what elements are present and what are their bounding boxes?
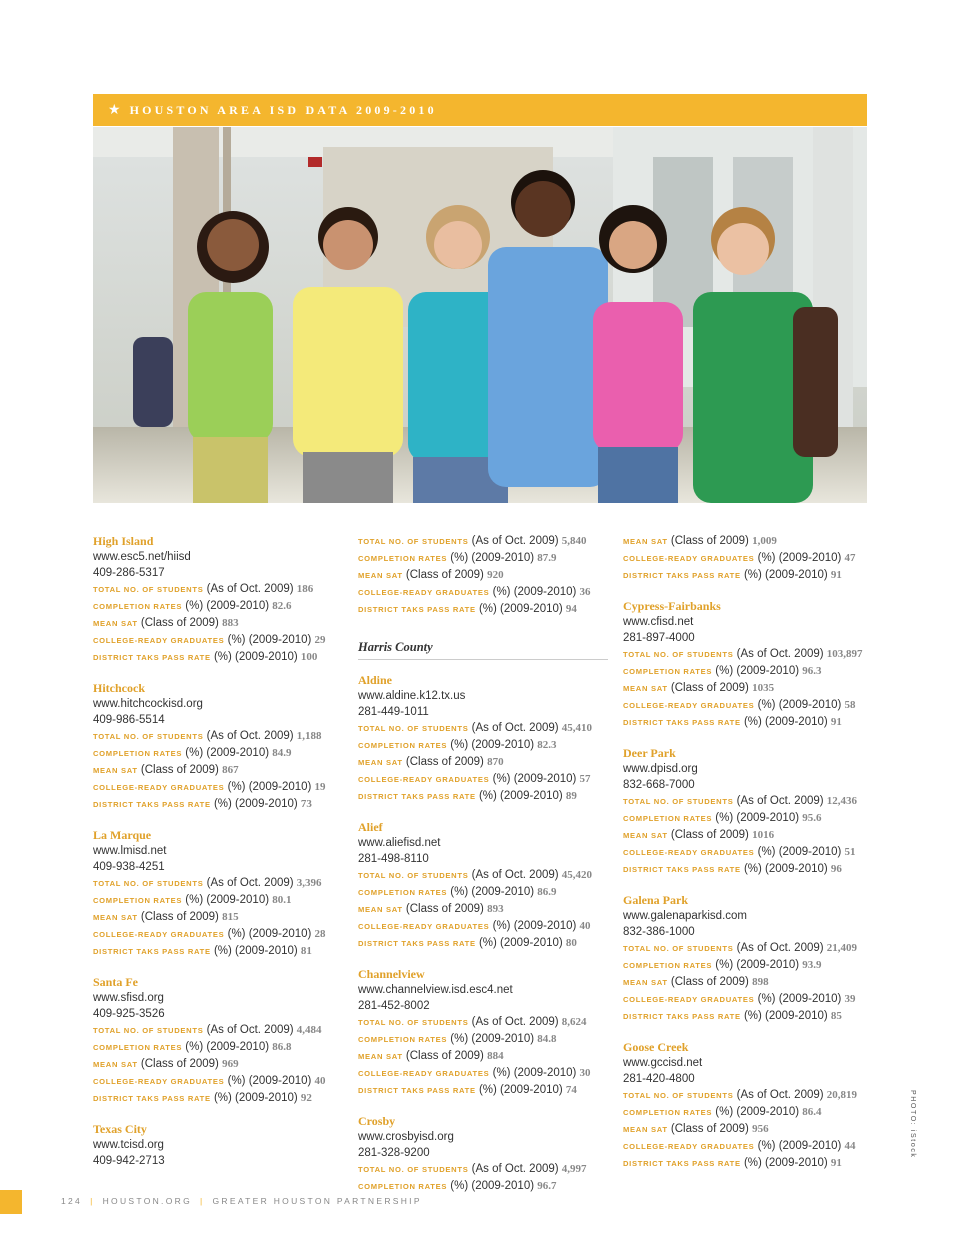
footer-site-link[interactable]: HOUSTON.ORG	[102, 1196, 192, 1206]
district-phone: 281-449-1011	[358, 706, 429, 718]
district-phone: 409-925-3526	[93, 1008, 165, 1020]
students-stat: TOTAL NO. OF STUDENTS (As of Oct. 2009) 103,897	[623, 648, 863, 660]
sat-stat: MEAN SAT (Class of 2009) 884	[358, 1050, 504, 1062]
students-stat: TOTAL NO. OF STUDENTS (As of Oct. 2009) 4,997	[358, 1163, 587, 1175]
stat-label: MEAN SAT	[93, 913, 138, 922]
stat-label: COMPLETION RATES	[358, 1035, 448, 1044]
stat-value: 85	[830, 1010, 842, 1022]
stat-label: COMPLETION RATES	[93, 896, 183, 905]
stat-value: 920	[487, 569, 504, 581]
college-stat: COLLEGE-READY GRADUATES (%) (2009-2010) 28	[93, 928, 326, 940]
stat-value: 89	[565, 790, 577, 802]
stat-label: TOTAL NO. OF STUDENTS	[358, 1165, 469, 1174]
stat-label: DISTRICT TAKS PASS RATE	[93, 947, 211, 956]
district-url[interactable]: www.cfisd.net	[623, 616, 694, 628]
sat-stat: MEAN SAT (Class of 2009) 956	[623, 1123, 769, 1135]
college-stat: COLLEGE-READY GRADUATES (%) (2009-2010) 44	[623, 1140, 856, 1152]
section-banner	[93, 94, 867, 126]
students-stat: TOTAL NO. OF STUDENTS (As of Oct. 2009) 4,484	[93, 1024, 322, 1036]
stat-value: 20,819	[826, 1089, 858, 1101]
college-stat: COLLEGE-READY GRADUATES (%) (2009-2010) 29	[93, 634, 326, 646]
completion-stat: COMPLETION RATES (%) (2009-2010) 84.8	[358, 1033, 557, 1045]
stat-label: COLLEGE-READY GRADUATES	[358, 775, 490, 784]
stat-value: 86.8	[272, 1041, 292, 1053]
stat-label: TOTAL NO. OF STUDENTS	[93, 879, 204, 888]
stat-label: DISTRICT TAKS PASS RATE	[358, 1086, 476, 1095]
sat-stat: MEAN SAT (Class of 2009) 898	[623, 976, 769, 988]
stat-label: TOTAL NO. OF STUDENTS	[93, 585, 204, 594]
stat-value: 86.9	[537, 886, 557, 898]
stat-label: DISTRICT TAKS PASS RATE	[623, 1012, 741, 1021]
stat-value: 74	[565, 1084, 577, 1096]
stat-label: DISTRICT TAKS PASS RATE	[93, 800, 211, 809]
district-url[interactable]: www.hitchcockisd.org	[93, 698, 203, 710]
stat-value: 40	[579, 920, 591, 932]
district-phone: 281-328-9200	[358, 1147, 430, 1159]
sat-stat: MEAN SAT (Class of 2009) 815	[93, 911, 239, 923]
stat-label: MEAN SAT	[358, 758, 403, 767]
district-phone: 409-938-4251	[93, 861, 165, 873]
stat-label: COMPLETION RATES	[358, 888, 448, 897]
taks-stat: DISTRICT TAKS PASS RATE (%) (2009-2010) 91	[623, 1157, 842, 1169]
college-stat: COLLEGE-READY GRADUATES (%) (2009-2010) 19	[93, 781, 326, 793]
district-name: Deer Park	[623, 746, 676, 760]
stat-label: TOTAL NO. OF STUDENTS	[623, 797, 734, 806]
district-url[interactable]: www.channelview.isd.esc4.net	[358, 984, 513, 996]
stat-label: COLLEGE-READY GRADUATES	[93, 930, 225, 939]
footer-org: GREATER HOUSTON PARTNERSHIP	[212, 1196, 422, 1206]
students-stat: TOTAL NO. OF STUDENTS (As of Oct. 2009) 12,436	[623, 795, 858, 807]
completion-stat: COMPLETION RATES (%) (2009-2010) 82.3	[358, 739, 557, 751]
college-stat: COLLEGE-READY GRADUATES (%) (2009-2010) 58	[623, 699, 856, 711]
district-url[interactable]: www.dpisd.org	[623, 763, 698, 775]
students-stat: TOTAL NO. OF STUDENTS (As of Oct. 2009) 20,819	[623, 1089, 858, 1101]
stat-label: COLLEGE-READY GRADUATES	[358, 588, 490, 597]
district-phone: 281-897-4000	[623, 632, 695, 644]
stat-label: TOTAL NO. OF STUDENTS	[358, 537, 469, 546]
stat-label: MEAN SAT	[623, 831, 668, 840]
stat-label: MEAN SAT	[623, 978, 668, 987]
stat-value: 86.4	[802, 1106, 822, 1118]
district-alief	[358, 819, 608, 952]
district-url[interactable]: www.galenaparkisd.com	[623, 910, 748, 922]
district-url[interactable]: www.tcisd.org	[93, 1139, 164, 1151]
students-stat: TOTAL NO. OF STUDENTS (As of Oct. 2009) 5,840	[358, 535, 587, 547]
district-goose-creek	[623, 1039, 873, 1172]
district-la-marque	[93, 827, 343, 960]
taks-stat: DISTRICT TAKS PASS RATE (%) (2009-2010) 91	[623, 716, 842, 728]
stat-value: 1,009	[752, 535, 777, 547]
stat-label: COLLEGE-READY GRADUATES	[358, 1069, 490, 1078]
stat-value: 39	[844, 993, 856, 1005]
column-3	[623, 533, 873, 1186]
stat-label: COMPLETION RATES	[623, 1108, 713, 1117]
stat-label: COLLEGE-READY GRADUATES	[623, 701, 755, 710]
stat-value: 45,420	[561, 869, 593, 881]
stat-label: MEAN SAT	[623, 537, 668, 546]
students-stat: TOTAL NO. OF STUDENTS (As of Oct. 2009) 21,409	[623, 942, 858, 954]
students-stat: TOTAL NO. OF STUDENTS (As of Oct. 2009) 186	[93, 583, 314, 595]
stat-value: 82.3	[537, 739, 557, 751]
stat-label: TOTAL NO. OF STUDENTS	[358, 724, 469, 733]
stat-label: MEAN SAT	[93, 1060, 138, 1069]
district-galena-park	[623, 892, 873, 1025]
district-name: Hitchcock	[93, 681, 145, 695]
stat-value: 898	[752, 976, 769, 988]
district-phone: 281-420-4800	[623, 1073, 695, 1085]
footer-separator: |	[199, 1196, 205, 1206]
stat-label: COMPLETION RATES	[358, 554, 448, 563]
stat-label: COMPLETION RATES	[93, 602, 183, 611]
district-name: Santa Fe	[93, 975, 138, 989]
district-texas-city	[93, 1121, 343, 1169]
completion-stat: COMPLETION RATES (%) (2009-2010) 82.6	[93, 600, 292, 612]
stat-label: COLLEGE-READY GRADUATES	[623, 995, 755, 1004]
stat-label: COLLEGE-READY GRADUATES	[623, 848, 755, 857]
stat-label: MEAN SAT	[93, 766, 138, 775]
stat-value: 28	[314, 928, 326, 940]
stat-value: 91	[830, 1157, 842, 1169]
star-icon: ★	[108, 102, 121, 118]
taks-stat: DISTRICT TAKS PASS RATE (%) (2009-2010) 91	[623, 569, 842, 581]
college-stat: COLLEGE-READY GRADUATES (%) (2009-2010) 47	[623, 552, 856, 564]
completion-stat: COMPLETION RATES (%) (2009-2010) 86.8	[93, 1041, 292, 1053]
district-name: La Marque	[93, 828, 152, 842]
district-crosby-continued	[623, 533, 873, 584]
stat-label: TOTAL NO. OF STUDENTS	[93, 732, 204, 741]
stat-label: DISTRICT TAKS PASS RATE	[93, 1094, 211, 1103]
district-phone: 281-452-8002	[358, 1000, 430, 1012]
taks-stat: DISTRICT TAKS PASS RATE (%) (2009-2010) 74	[358, 1084, 577, 1096]
district-phone: 832-386-1000	[623, 926, 695, 938]
stat-value: 80.1	[272, 894, 292, 906]
college-stat: COLLEGE-READY GRADUATES (%) (2009-2010) 57	[358, 773, 591, 785]
footer-separator: |	[90, 1196, 95, 1206]
stat-label: DISTRICT TAKS PASS RATE	[358, 605, 476, 614]
stat-value: 30	[579, 1067, 591, 1079]
stat-value: 12,436	[826, 795, 858, 807]
district-hitchcock	[93, 680, 343, 813]
stat-value: 36	[579, 586, 591, 598]
district-name: Channelview	[358, 967, 425, 981]
page-footer	[61, 1196, 422, 1206]
district-name: Goose Creek	[623, 1040, 689, 1054]
sat-stat: MEAN SAT (Class of 2009) 867	[93, 764, 239, 776]
stat-label: DISTRICT TAKS PASS RATE	[358, 792, 476, 801]
district-phone: 281-498-8110	[358, 853, 429, 865]
stat-value: 84.8	[537, 1033, 557, 1045]
district-name: Cypress-Fairbanks	[623, 599, 721, 613]
stat-value: 44	[844, 1140, 856, 1152]
stat-value: 29	[314, 634, 326, 646]
stat-value: 21,409	[826, 942, 858, 954]
stat-value: 47	[844, 552, 856, 564]
stat-label: DISTRICT TAKS PASS RATE	[623, 865, 741, 874]
stat-label: DISTRICT TAKS PASS RATE	[623, 718, 741, 727]
taks-stat: DISTRICT TAKS PASS RATE (%) (2009-2010) 92	[93, 1092, 312, 1104]
stat-value: 870	[487, 756, 504, 768]
district-url[interactable]: www.lmisd.net	[93, 845, 167, 857]
district-url[interactable]: www.gccisd.net	[623, 1057, 703, 1069]
district-name: Texas City	[93, 1122, 147, 1136]
stat-value: 815	[222, 911, 239, 923]
district-name: Crosby	[358, 1114, 396, 1128]
district-deer-park	[623, 745, 873, 878]
college-stat: COLLEGE-READY GRADUATES (%) (2009-2010) 40	[93, 1075, 326, 1087]
stat-label: MEAN SAT	[623, 1125, 668, 1134]
taks-stat: DISTRICT TAKS PASS RATE (%) (2009-2010) 73	[93, 798, 312, 810]
stat-label: COLLEGE-READY GRADUATES	[358, 922, 490, 931]
district-name: Alief	[358, 820, 383, 834]
stat-value: 51	[844, 846, 856, 858]
district-name: Galena Park	[623, 893, 688, 907]
stat-label: DISTRICT TAKS PASS RATE	[93, 653, 211, 662]
photo-credit: PHOTO: iStock	[909, 1090, 916, 1159]
district-aldine	[358, 672, 608, 805]
stat-value: 73	[300, 798, 312, 810]
stat-label: TOTAL NO. OF STUDENTS	[358, 1018, 469, 1027]
district-url[interactable]: www.aldine.k12.tx.us	[358, 690, 466, 702]
stat-value: 91	[830, 569, 842, 581]
students-photo	[93, 127, 867, 503]
stat-value: 96.3	[802, 665, 822, 677]
district-channelview	[358, 966, 608, 1099]
sat-stat: MEAN SAT (Class of 2009) 969	[93, 1058, 239, 1070]
stat-value: 81	[300, 945, 312, 957]
district-texas-city-continued	[358, 533, 608, 618]
stat-value: 84.9	[272, 747, 292, 759]
stat-value: 1016	[752, 829, 775, 841]
stat-label: DISTRICT TAKS PASS RATE	[358, 939, 476, 948]
stat-value: 5,840	[561, 535, 587, 547]
district-url[interactable]: www.sfisd.org	[93, 992, 164, 1004]
college-stat: COLLEGE-READY GRADUATES (%) (2009-2010) 30	[358, 1067, 591, 1079]
completion-stat: COMPLETION RATES (%) (2009-2010) 84.9	[93, 747, 292, 759]
district-phone: 409-986-5514	[93, 714, 165, 726]
sat-stat: MEAN SAT (Class of 2009) 883	[93, 617, 239, 629]
students-stat: TOTAL NO. OF STUDENTS (As of Oct. 2009) 45,420	[358, 869, 593, 881]
district-url[interactable]: www.crosbyisd.org	[358, 1131, 454, 1143]
stat-label: TOTAL NO. OF STUDENTS	[93, 1026, 204, 1035]
stat-label: COMPLETION RATES	[623, 814, 713, 823]
banner-title: HOUSTON AREA ISD DATA 2009-2010	[129, 102, 437, 117]
district-phone: 409-942-2713	[93, 1155, 165, 1167]
district-crosby	[358, 1113, 608, 1195]
stat-value: 57	[579, 773, 591, 785]
district-santa-fe	[93, 974, 343, 1107]
sat-stat: MEAN SAT (Class of 2009) 920	[358, 569, 504, 581]
stat-label: COMPLETION RATES	[93, 749, 183, 758]
completion-stat: COMPLETION RATES (%) (2009-2010) 95.6	[623, 812, 822, 824]
students-stat: TOTAL NO. OF STUDENTS (As of Oct. 2009) 8,624	[358, 1016, 587, 1028]
stat-value: 4,997	[561, 1163, 587, 1175]
stat-label: TOTAL NO. OF STUDENTS	[623, 944, 734, 953]
stat-value: 893	[487, 903, 504, 915]
stat-label: MEAN SAT	[93, 619, 138, 628]
college-stat: COLLEGE-READY GRADUATES (%) (2009-2010) 40	[358, 920, 591, 932]
district-cypress-fairbanks	[623, 598, 873, 731]
stat-value: 93.9	[802, 959, 822, 971]
stat-label: MEAN SAT	[623, 684, 668, 693]
completion-stat: COMPLETION RATES (%) (2009-2010) 96.7	[358, 1180, 557, 1192]
taks-stat: DISTRICT TAKS PASS RATE (%) (2009-2010) 85	[623, 1010, 842, 1022]
stat-label: MEAN SAT	[358, 1052, 403, 1061]
completion-stat: COMPLETION RATES (%) (2009-2010) 80.1	[93, 894, 292, 906]
taks-stat: DISTRICT TAKS PASS RATE (%) (2009-2010) 94	[358, 603, 577, 615]
stat-label: COMPLETION RATES	[358, 1182, 448, 1191]
stat-label: COLLEGE-READY GRADUATES	[93, 1077, 225, 1086]
stat-value: 40	[314, 1075, 326, 1087]
stat-value: 95.6	[802, 812, 822, 824]
stat-value: 867	[222, 764, 239, 776]
stat-label: MEAN SAT	[358, 571, 403, 580]
stat-label: COLLEGE-READY GRADUATES	[623, 1142, 755, 1151]
stat-value: 94	[565, 603, 577, 615]
stat-value: 186	[296, 583, 314, 595]
stat-value: 956	[752, 1123, 769, 1135]
students-stat: TOTAL NO. OF STUDENTS (As of Oct. 2009) 1,188	[93, 730, 322, 742]
stat-value: 96.7	[537, 1180, 557, 1192]
taks-stat: DISTRICT TAKS PASS RATE (%) (2009-2010) 100	[93, 651, 318, 663]
stat-value: 103,897	[826, 648, 863, 660]
stat-value: 82.6	[272, 600, 292, 612]
taks-stat: DISTRICT TAKS PASS RATE (%) (2009-2010) 80	[358, 937, 577, 949]
sat-stat: MEAN SAT (Class of 2009) 1035	[623, 682, 775, 694]
column-1	[93, 533, 343, 1183]
stat-label: COMPLETION RATES	[623, 961, 713, 970]
stat-label: TOTAL NO. OF STUDENTS	[623, 650, 734, 659]
stat-label: MEAN SAT	[358, 905, 403, 914]
stat-label: COLLEGE-READY GRADUATES	[93, 783, 225, 792]
stat-label: COLLEGE-READY GRADUATES	[93, 636, 225, 645]
stat-label: TOTAL NO. OF STUDENTS	[358, 871, 469, 880]
district-phone: 409-286-5317	[93, 567, 165, 579]
college-stat: COLLEGE-READY GRADUATES (%) (2009-2010) 51	[623, 846, 856, 858]
district-name: Aldine	[358, 673, 393, 687]
students-stat: TOTAL NO. OF STUDENTS (As of Oct. 2009) 45,410	[358, 722, 593, 734]
stat-value: 3,396	[296, 877, 322, 889]
footer-accent-block	[0, 1190, 22, 1214]
stat-value: 91	[830, 716, 842, 728]
stat-value: 4,484	[296, 1024, 322, 1036]
stat-label: DISTRICT TAKS PASS RATE	[623, 1159, 741, 1168]
taks-stat: DISTRICT TAKS PASS RATE (%) (2009-2010) 89	[358, 790, 577, 802]
stat-value: 1035	[752, 682, 775, 694]
sat-stat: MEAN SAT (Class of 2009) 893	[358, 903, 504, 915]
district-phone: 832-668-7000	[623, 779, 695, 791]
completion-stat: COMPLETION RATES (%) (2009-2010) 87.9	[358, 552, 557, 564]
sat-stat: MEAN SAT (Class of 2009) 870	[358, 756, 504, 768]
stat-value: 80	[565, 937, 577, 949]
stat-value: 884	[487, 1050, 504, 1062]
completion-stat: COMPLETION RATES (%) (2009-2010) 86.9	[358, 886, 557, 898]
sat-stat: MEAN SAT (Class of 2009) 1,009	[623, 535, 777, 547]
stat-label: TOTAL NO. OF STUDENTS	[623, 1091, 734, 1100]
stat-value: 92	[300, 1092, 312, 1104]
students-stat: TOTAL NO. OF STUDENTS (As of Oct. 2009) 3,396	[93, 877, 322, 889]
stat-value: 883	[222, 617, 239, 629]
district-high-island	[93, 533, 343, 666]
college-stat: COLLEGE-READY GRADUATES (%) (2009-2010) 39	[623, 993, 856, 1005]
stat-value: 8,624	[561, 1016, 587, 1028]
stat-value: 87.9	[537, 552, 557, 564]
stat-label: COMPLETION RATES	[93, 1043, 183, 1052]
stat-label: COLLEGE-READY GRADUATES	[623, 554, 755, 563]
college-stat: COLLEGE-READY GRADUATES (%) (2009-2010) 36	[358, 586, 591, 598]
district-url[interactable]: www.aliefisd.net	[358, 837, 441, 849]
district-name: High Island	[93, 534, 154, 548]
stat-label: COMPLETION RATES	[623, 667, 713, 676]
stat-value: 58	[844, 699, 856, 711]
stat-value: 1,188	[296, 730, 322, 742]
stat-value: 19	[314, 781, 326, 793]
stat-label: COMPLETION RATES	[358, 741, 448, 750]
district-url[interactable]: www.esc5.net/hiisd	[93, 551, 191, 563]
stat-value: 969	[222, 1058, 239, 1070]
completion-stat: COMPLETION RATES (%) (2009-2010) 96.3	[623, 665, 822, 677]
completion-stat: COMPLETION RATES (%) (2009-2010) 93.9	[623, 959, 822, 971]
taks-stat: DISTRICT TAKS PASS RATE (%) (2009-2010) 96	[623, 863, 842, 875]
completion-stat: COMPLETION RATES (%) (2009-2010) 86.4	[623, 1106, 822, 1118]
taks-stat: DISTRICT TAKS PASS RATE (%) (2009-2010) 81	[93, 945, 312, 957]
stat-value: 96	[830, 863, 842, 875]
county-heading: Harris County	[358, 640, 608, 660]
stat-value: 45,410	[561, 722, 593, 734]
stat-value: 100	[300, 651, 318, 663]
sat-stat: MEAN SAT (Class of 2009) 1016	[623, 829, 775, 841]
column-2	[358, 533, 608, 1209]
page-number: 124	[61, 1196, 83, 1206]
stat-label: DISTRICT TAKS PASS RATE	[623, 571, 741, 580]
